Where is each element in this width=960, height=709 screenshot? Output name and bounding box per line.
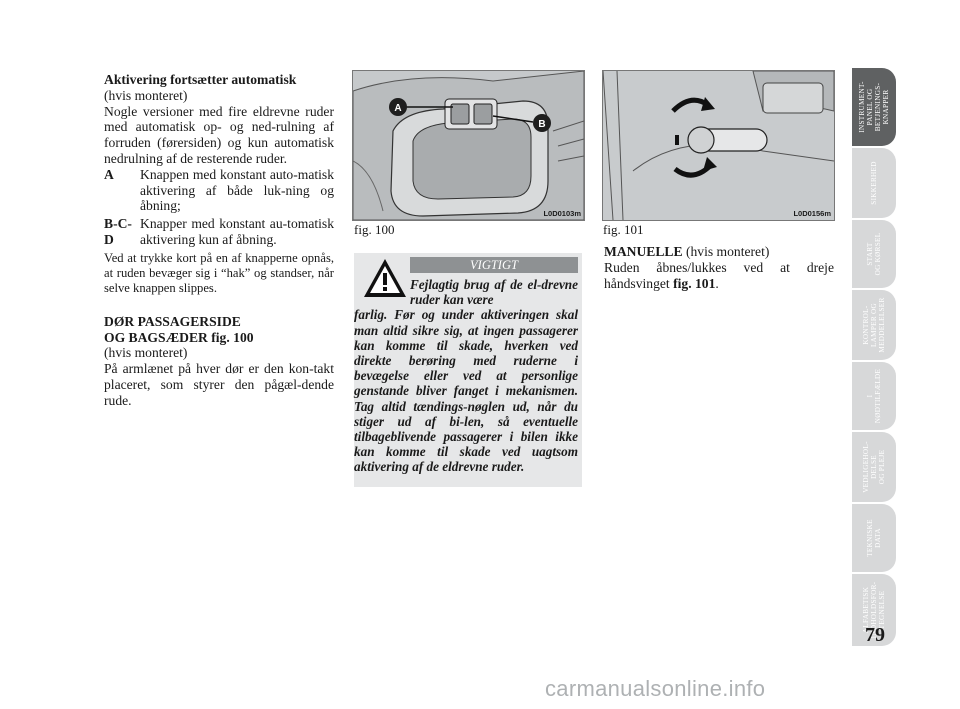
tab-label: ALFABETISK INDHOLDSFOR- TEGNELSE (862, 581, 886, 639)
tab-label: VEDLIGEHOL- DELSE OG PLEJE (862, 441, 886, 493)
tab-start[interactable] (852, 220, 896, 288)
label-a: A (394, 103, 402, 114)
tab-label: START OG KØRSEL (866, 232, 882, 276)
paragraph: På armlænet på hver dør er den kon-takt placeret, som styrer den pågæl-dende rude. (104, 361, 334, 408)
figure-caption: fig. 100 (354, 222, 395, 237)
figure-100-image (352, 70, 585, 221)
figure-code: L0D0103m (543, 209, 581, 218)
tab-label: INSTRUMENT- PANEL OG BETJENINGS- KNAPPER (858, 81, 890, 133)
door-switch-illustration (353, 71, 584, 220)
tab-label: SIKKERHED (870, 161, 878, 205)
figure-reference: fig. 101 (673, 275, 716, 291)
tab-sikkerhed[interactable] (852, 148, 896, 218)
tab-kontrol[interactable] (852, 290, 896, 360)
section-heading: MANUELLE (604, 244, 683, 259)
warning-text-intro: Fejlagtig brug af de el-drevne ruder kan være (410, 277, 578, 308)
tab-instrumentpanel[interactable] (852, 68, 896, 146)
window-crank-illustration (603, 71, 834, 220)
warning-box (354, 253, 582, 487)
paragraph-end: . (715, 275, 719, 291)
item-key: B-C-D (104, 216, 132, 247)
tab-tekniske-data[interactable] (852, 504, 896, 572)
page-number: 79 (865, 624, 885, 646)
tab-vedligeholdelse[interactable] (852, 432, 896, 502)
item-text: Knapper med konstant au-tomatisk aktivering kun af åbning. (140, 216, 334, 247)
paragraph: Nogle versioner med fire eldrevne ruder med automatisk op- og ned-rulning af forruden (førersiden) og kun automatisk nedrulning af de resterende ruder. (104, 103, 334, 166)
label-b: B (538, 119, 546, 130)
warning-title: VIGTIGT (410, 257, 578, 273)
section-subheading: (hvis monteret) (104, 345, 188, 361)
warning-text-body: farlig. Før og under aktiveringen skal man altid sikre sig, at ingen passagerer kan komme til skade, hverken ved direkte berøring med ruderne i bevægelse eller ved at personlige genstande bliver fanget i mekanismen. Tag altid tændings-nøglen ud, når du stiger ud af bi-len, så eventuelle tilbageblivende passagerer i bilen ikke kan komme til skade ved uagtsom aktivering af de eldrevne ruder. (354, 307, 578, 475)
section-subheading: (hvis monteret) (104, 87, 188, 103)
list-item (104, 167, 334, 214)
figure-101-image (602, 70, 835, 221)
item-key: A (104, 166, 114, 182)
right-column (604, 244, 834, 291)
list-item (104, 216, 334, 248)
tab-label: TEKNISKE DATA (866, 519, 882, 557)
tab-label: I NØDTILFÆLDE (866, 368, 882, 424)
note: Ved at trykke kort på en af knapperne opnås, at ruden bevæger sig i “hak” og standser, når selve knappen slippes. (104, 250, 334, 295)
section-heading: DØR PASSAGERSIDE (104, 313, 241, 329)
paragraph: Ruden åbnes/lukkes ved at dreje håndsvinget (604, 259, 834, 291)
watermark: carmanualsonline.info (545, 676, 766, 701)
section-heading: Aktivering fortsætter automatisk (104, 72, 297, 87)
section-heading: OG BAGSÆDER fig. 100 (104, 329, 254, 345)
tab-label: KONTROL- LAMPER OG MEDDELELSER (862, 297, 886, 353)
tab-noedtilfaelde[interactable] (852, 362, 896, 430)
left-column (104, 72, 334, 409)
item-text: Knappen med konstant auto-matisk aktivering af både luk-ning og åbning; (140, 166, 334, 214)
warning-text (354, 277, 578, 475)
figure-caption: fig. 101 (603, 222, 644, 237)
figure-code: L0D0156m (793, 209, 831, 218)
section-subheading: (hvis monteret) (685, 244, 770, 259)
